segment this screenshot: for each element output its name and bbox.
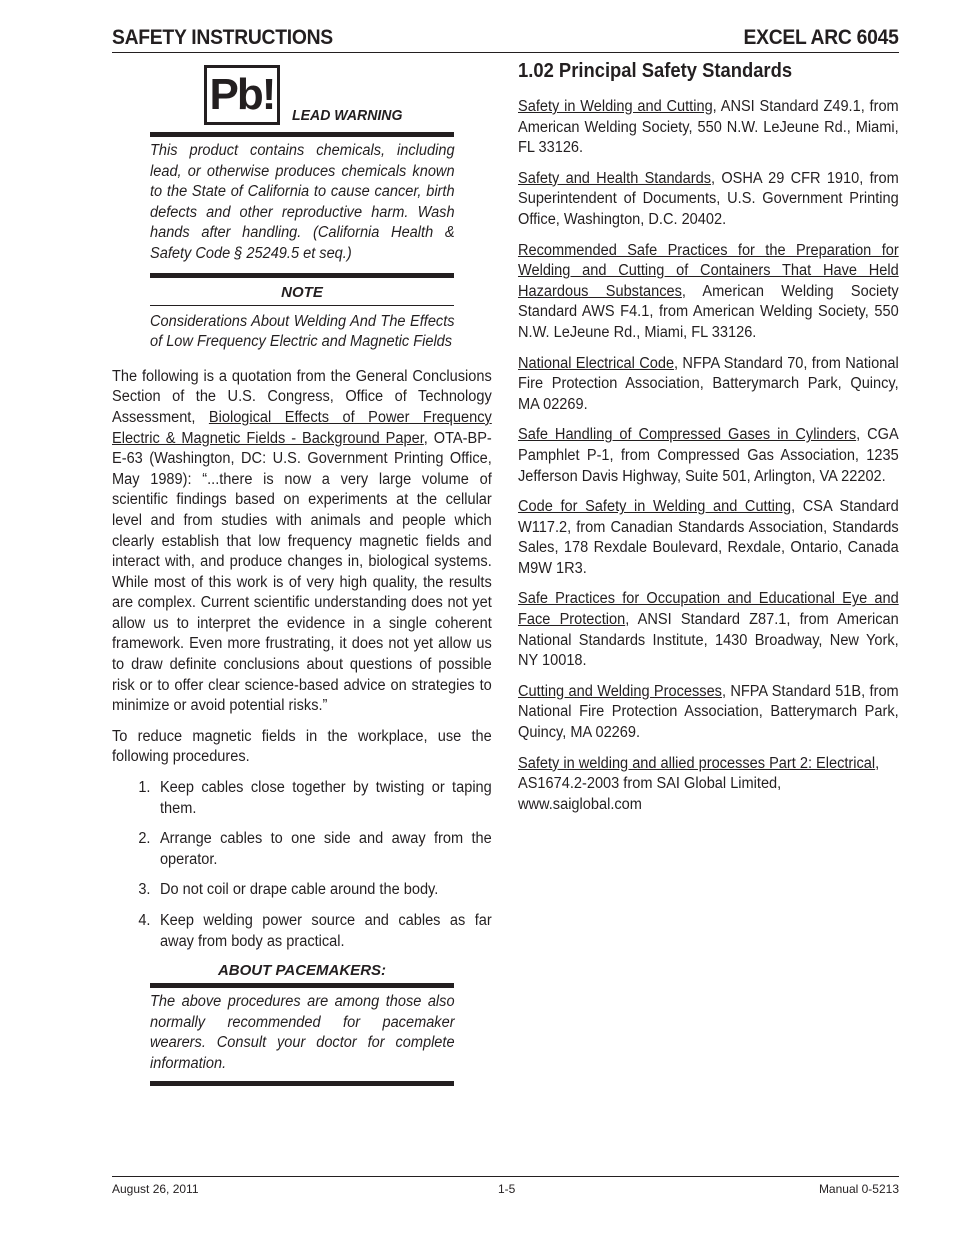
footer-manual-number: Manual 0-5213 <box>818 1182 899 1196</box>
list-item-text: Keep cables close together by twisting or taping them. <box>159 779 492 817</box>
list-item-number: 2. <box>138 830 151 848</box>
header-section-title: SAFETY INSTRUCTIONS <box>112 26 333 49</box>
standard-name: Code for Safety in Welding and Cutting <box>518 498 792 516</box>
pacemakers-box <box>150 962 454 1085</box>
list-item-number: 3. <box>138 881 151 899</box>
list-item-text: Keep welding power source and cables as far away from body as practical. <box>159 912 492 950</box>
footer-date: August 26, 2011 <box>112 1182 199 1196</box>
list-item <box>112 880 492 901</box>
pacemakers-text: The above procedures are among those also normally recommended for pacemaker wearers. Consult your doctor for complete information. <box>150 993 455 1072</box>
list-item-number: 1. <box>138 779 151 797</box>
standard-reference <box>518 97 899 159</box>
standard-name: Safety in welding and allied processes Part 2: Electrical <box>518 754 876 772</box>
standard-reference <box>518 169 899 231</box>
lead-symbol-icon: Pb! <box>204 65 280 125</box>
list-item <box>112 911 492 952</box>
standard-name: Safe Handling of Compressed Gases in Cylinders <box>518 426 857 444</box>
standard-details: , OSHA 29 CFR 1910, from Superintendent of Documents, U.S. Government Printing Office, Washington, D.C. 20402. <box>518 169 899 228</box>
right-column <box>518 60 899 825</box>
standard-name: Safety in Welding and Cutting <box>518 98 713 115</box>
note-divider <box>150 305 454 306</box>
standard-reference <box>518 425 899 487</box>
list-item-text: Do not coil or drape cable around the body. <box>159 881 439 899</box>
standard-name: Safe Practices for Occupation and Educational Eye and Face Protection <box>518 590 899 629</box>
standard-reference <box>518 354 899 416</box>
standard-details: , American Welding Society Standard AWS F4.1, from American Welding Society, 550 N.W. LeJeune Rd., Miami, FL 33126. <box>518 282 899 341</box>
standard-name: National Electrical Code <box>518 354 675 372</box>
list-item-text: Arrange cables to one side and away from the operator. <box>159 830 492 868</box>
quotation-body: , OTA-BP-E-63 (Washington, DC: U.S. Government Printing Office, May 1989): “...there is now a very large volume of scientific findings based on experiments at the cellular level and from studies with animals and people which clearly establish that low frequency magnetic fields and interact with, and produce changes in, biological systems. While most of this work is of very high quality, the results are complex. Current scientific understanding does not yet allow us to interpret the evidence in a single coherent framework. Even more frustrating, it does not yet allow us to draw definite conclusions about questions of possible risk or to offer clear science-based advice on strategies to minimize or avoid potential risks.” <box>112 429 492 715</box>
standard-reference <box>518 497 899 579</box>
lead-warning-header <box>112 60 493 132</box>
section-title: 1.02 Principal Safety Standards <box>518 60 793 82</box>
pacemakers-bottom-rule <box>150 1081 454 1086</box>
standard-reference <box>518 241 899 344</box>
left-column <box>112 60 493 1086</box>
standard-details: , AS1674.2-2003 from SAI Global Limited, www.saiglobal.com <box>518 754 880 813</box>
lead-warning-text: This product contains chemicals, including lead, or otherwise produces chemicals known to the State of California to cause cancer, birth defects and other reproductive harm. Wash hands after handling. (California Health & Safety Code § 25249.5 et seq.) <box>150 142 455 262</box>
note-title: NOTE <box>281 283 323 301</box>
note-text: Considerations About Welding And The Effects of Low Frequency Electric and Magnetic Fields <box>150 312 455 351</box>
lead-warning-box <box>150 132 454 353</box>
quotation-intro: The following is a quotation from the General Conclusions Section of the U.S. Congress, Office of Technology Assessment, <box>112 367 492 426</box>
standard-details: , CSA Standard W117.2, from Canadian Standards Association, Standards Sales, 178 Rexdale Boulevard, Rexdale, Ontario, Canada M9W 1R3. <box>518 498 899 577</box>
standard-details: , CGA Pamphlet P-1, from Compressed Gas Association, 1235 Jefferson Davis Highway, Suite 501, Arlington, VA 22202. <box>518 426 899 485</box>
list-item-number: 4. <box>138 912 151 929</box>
footer-page-number: 1-5 <box>498 1182 516 1196</box>
standard-details: , NFPA Standard 51B, from National Fire Protection Association, Batterymarch Park, Quincy, MA 02269. <box>518 682 899 742</box>
header-rule <box>112 52 899 53</box>
standard-reference <box>518 754 899 816</box>
standard-reference <box>518 682 899 744</box>
standard-reference <box>518 589 899 671</box>
standard-name: Safety and Health Standards <box>518 169 712 187</box>
quotation-paragraph <box>112 367 492 717</box>
procedures-intro: To reduce magnetic fields in the workplace, use the following procedures. <box>112 727 492 766</box>
quotation-title-link: Biological Effects of Power Frequency Electric & Magnetic Fields - Background Paper <box>112 408 492 447</box>
header-product-title: EXCEL ARC 6045 <box>743 26 899 49</box>
standard-name: Cutting and Welding Processes <box>518 682 722 700</box>
list-item <box>112 829 492 870</box>
list-item <box>112 778 492 819</box>
standard-details: , NFPA Standard 70, from National Fire Protection Association, Batterymarch Park, Quincy, MA 02269. <box>518 354 899 413</box>
standard-details: , ANSI Standard Z87.1, from American National Standards Institute, 1430 Broadway, New York, NY 10018. <box>518 611 899 670</box>
lead-warning-title: LEAD WARNING <box>292 107 403 124</box>
footer-rule <box>112 1176 899 1177</box>
lead-warning-top-rule <box>150 132 454 137</box>
pacemakers-top-rule <box>150 983 454 988</box>
standard-name: Recommended Safe Practices for the Preparation for Welding and Cutting of Containers That Have Held Hazardous Substances <box>518 241 899 300</box>
pacemakers-title: ABOUT PACEMAKERS: <box>217 962 387 980</box>
procedures-list <box>112 778 492 952</box>
standard-details: , ANSI Standard Z49.1, from American Welding Society, 550 N.W. LeJeune Rd., Miami, FL 33126. <box>518 98 899 157</box>
